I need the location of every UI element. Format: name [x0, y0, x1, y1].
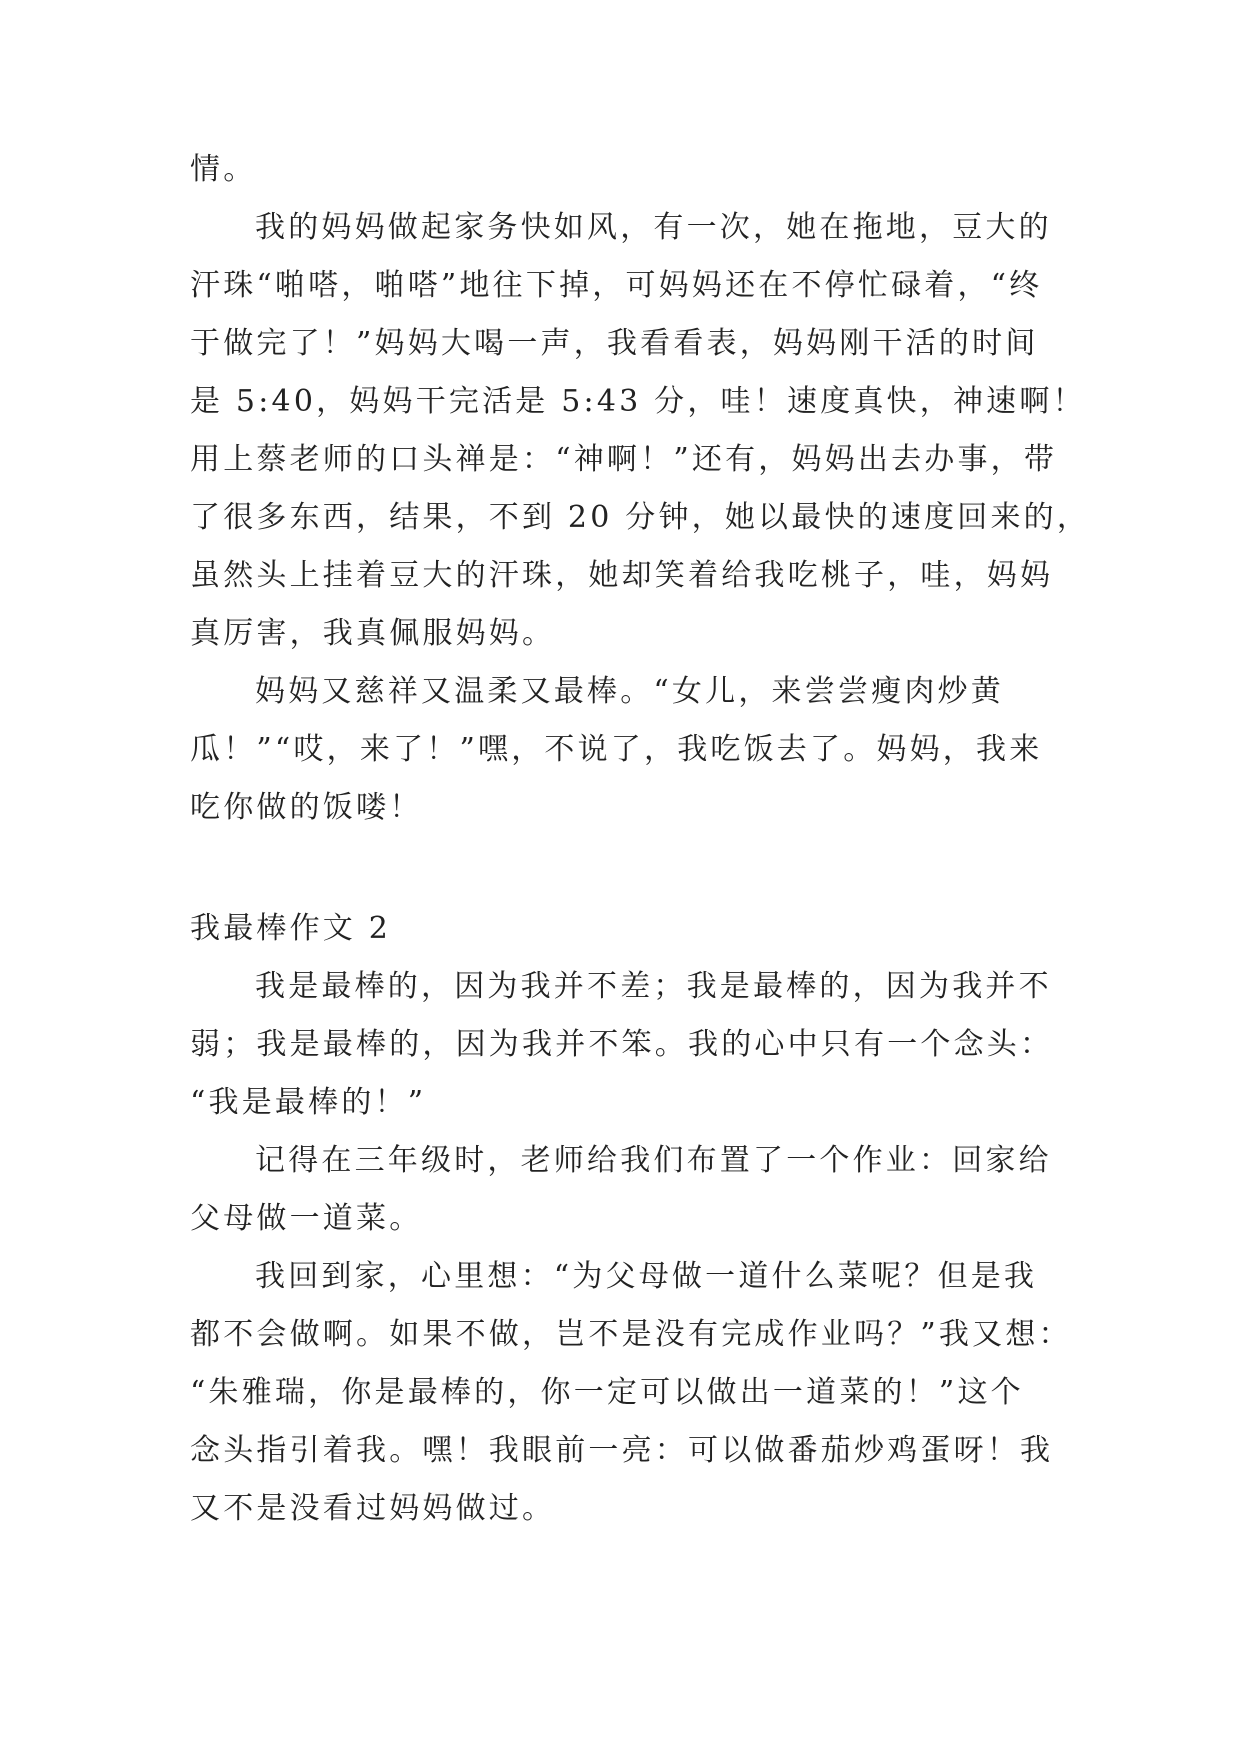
text-line: 父母做一道菜。: [190, 1201, 423, 1236]
section-title: 我最棒作文 2: [190, 911, 392, 946]
text-line: 我回到家，心里想：“为父母做一道什么菜呢？但是我: [255, 1259, 1038, 1294]
text-line: 弱；我是最棒的，因为我并不笨。我的心中只有一个念头：: [190, 1027, 1054, 1062]
text-line: 我的妈妈做起家务快如风，有一次，她在拖地，豆大的: [255, 210, 1052, 245]
text-line: 情。: [190, 152, 257, 187]
text-line: 汗珠“啪嗒，啪嗒”地往下掉，可妈妈还在不停忙碌着，“终: [190, 268, 1043, 303]
text-line: 记得在三年级时，老师给我们布置了一个作业：回家给: [255, 1143, 1052, 1178]
text-line: 真厉害，我真佩服妈妈。: [190, 616, 556, 651]
text-line: 于做完了！”妈妈大喝一声，我看看表，妈妈刚干活的时间: [190, 326, 1039, 361]
text-line: 妈妈又慈祥又温柔又最棒。“女儿，来尝尝瘦肉炒黄: [255, 674, 1004, 709]
text-line: 虽然头上挂着豆大的汗珠，她却笑着给我吃桃子，哇，妈妈: [190, 558, 1054, 593]
text-line: 用上蔡老师的口头禅是：“神啊！”还有，妈妈出去办事，带: [190, 442, 1058, 477]
text-line: 都不会做啊。如果不做，岂不是没有完成作业吗？”我又想：: [190, 1317, 1072, 1352]
text-line: 吃你做的饭喽！: [190, 790, 423, 825]
text-line: 是 5:40，妈妈干完活是 5:43 分，哇！速度真快，神速啊！: [190, 384, 1086, 419]
text-line: 念头指引着我。嘿！我眼前一亮：可以做番茄炒鸡蛋呀！我: [190, 1433, 1054, 1468]
text-line: 瓜！”“哎，来了！”嘿，不说了，我吃饭去了。妈妈，我来: [190, 732, 1043, 767]
text-line: 又不是没看过妈妈做过。: [190, 1491, 556, 1526]
text-line: 我是最棒的，因为我并不差；我是最棒的，因为我并不: [255, 969, 1052, 1004]
text-line: 了很多东西，结果，不到 20 分钟，她以最快的速度回来的，: [190, 500, 1091, 535]
text-line: “我是最棒的！”: [190, 1085, 427, 1120]
text-line: “朱雅瑞，你是最棒的，你一定可以做出一道菜的！”这个: [190, 1375, 1024, 1410]
